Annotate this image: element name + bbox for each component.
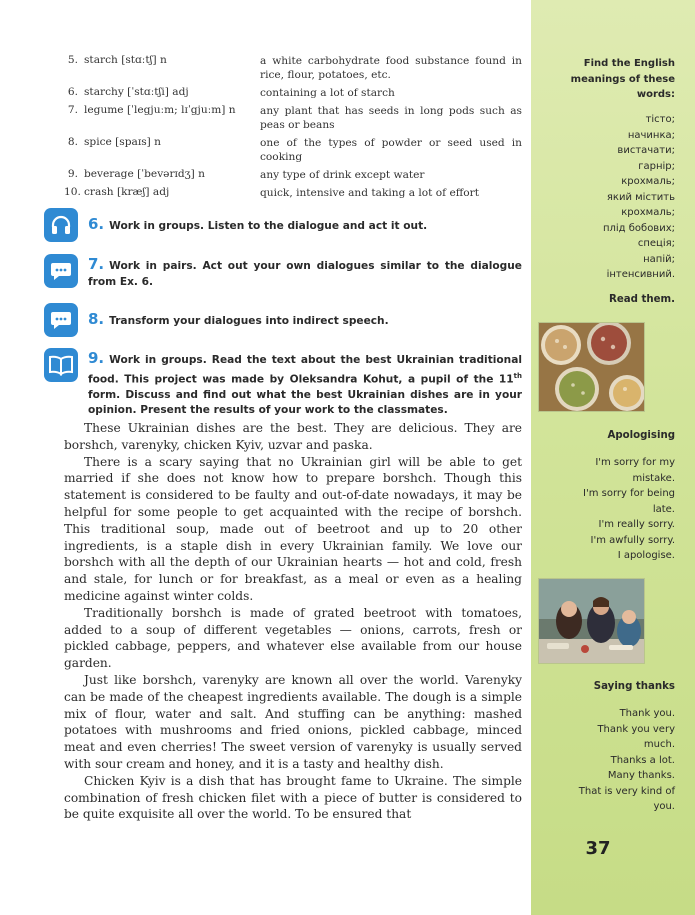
find-meanings-heading: [543, 56, 675, 103]
vocab-word: spice [spaɪs] n: [84, 136, 161, 148]
phrase-line: I'm sorry for being: [583, 488, 675, 499]
apologising-heading: Apologising: [607, 430, 675, 441]
exercise-text: Work in groups. Read the text about the best Ukrainian traditional food. This project was made by Oleksandra Kohut, a pupil of the 11: [88, 354, 522, 386]
phrase-line: you.: [653, 801, 675, 812]
phrase-line: much.: [643, 739, 675, 750]
vocab-definition: quick, intensive and taking a lot of effort: [260, 187, 479, 199]
exercise-instruction: [88, 351, 522, 419]
vocab-definition: a white carbohydrate food substance found in rice, flour, potatoes, etc.: [260, 55, 522, 81]
phrase-line: I'm awfully sorry.: [590, 534, 675, 546]
paragraph: These Ukrainian dishes are the best. They are delicious. They are borshch, varenyky, chicken Kyiv, uzvar and paska.: [64, 421, 522, 452]
word-item: який містить: [606, 191, 675, 203]
word-item: тісто;: [645, 114, 675, 125]
exercise-number: 9.: [88, 349, 105, 367]
vocab-row: [64, 168, 524, 186]
vocab-row: [64, 86, 524, 104]
superscript: th: [513, 371, 522, 380]
vocab-number: 5.: [67, 54, 78, 66]
heading-line: Find the English: [583, 58, 675, 69]
phrase-line: Many thanks.: [607, 770, 675, 781]
phrase-line: Thank you very: [597, 723, 675, 735]
phrase-line: mistake.: [632, 472, 675, 484]
word-item: спеція;: [637, 238, 675, 249]
speech-bubble-icon[interactable]: [44, 303, 78, 337]
speech-bubble-icon[interactable]: [44, 254, 78, 288]
people-photo: [538, 578, 645, 664]
heading-line: words:: [636, 89, 675, 100]
word-item: гарнір;: [638, 160, 675, 172]
paragraph: Just like borshch, varenyky are known all over the world. Varenyky can be made of the cheapest ingredients available. The dough is a simple mix of flour, water and salt. And stuffing can be anything: mashed potatoes with mushrooms and fried onions, pickled cabbage, minced meat and even cherries! The sweet version of varenyky is usually served with sour cream and honey, and it is a tasty and healthy dish.: [64, 672, 522, 771]
vocab-number: 8.: [67, 136, 78, 148]
exercise-number: 8.: [88, 310, 105, 328]
word-item: крохмаль;: [621, 176, 675, 187]
word-item: вистачати;: [617, 145, 675, 156]
vocab-word: starch [stɑːtʃ] n: [84, 54, 167, 66]
vocab-number: 10.: [64, 186, 81, 198]
word-item: інтенсивний.: [606, 269, 675, 280]
vocab-word: crash [kræʃ] adj: [84, 186, 170, 198]
phrase-line: I'm sorry for my: [595, 457, 675, 468]
saying-thanks-heading: Saying thanks: [593, 681, 675, 692]
ukrainian-words-list: [543, 112, 675, 283]
word-item: начинка;: [627, 129, 675, 141]
exercise-text: Work in pairs. Act out your own dialogues similar to the dialogue from Ex. 6.: [88, 260, 522, 288]
phrase-line: I apologise.: [617, 550, 675, 561]
paragraph: There is a scary saying that no Ukrainian girl will be able to get married if she does not know how to prepare borshch. Though this statement is considered to be faulty and out-of-date nowadays, it may be helpful for some people to get acquainted with the recipe of borshch. This traditional soup, made out of beetroot and up to 20 other ingredients, is a staple dish in every Ukrainian family. We love our borshch with all the depth of our Ukrainian hearts — hot and cold, fresh and stale, for lunch or for breakfast, as a meal or even as a healing medicine against winter colds.: [64, 454, 522, 603]
word-item: плід бобових;: [602, 222, 675, 234]
exercise-instruction: [88, 312, 522, 330]
vocab-definition: any type of drink except water: [260, 169, 425, 181]
vocab-row: [64, 136, 524, 168]
phrase-line: I'm really sorry.: [598, 519, 675, 530]
word-item: напій;: [643, 253, 675, 265]
phrase-line: Thank you.: [619, 708, 675, 719]
phrase-line: Thanks a lot.: [610, 754, 675, 766]
book-icon[interactable]: [44, 348, 78, 382]
vocab-number: 7.: [67, 104, 78, 116]
heading-line: meanings of these: [570, 73, 675, 85]
vocab-row: [64, 54, 524, 86]
vocab-number: 9.: [67, 168, 78, 180]
exercise-instruction: [88, 257, 522, 290]
exercise-instruction: [88, 217, 522, 235]
read-them-label: Read them.: [609, 294, 675, 305]
paragraph: Traditionally borshch is made of grated beetroot with tomatoes, added to a soup of different vegetables — onions, carrots, fresh or pickled cabbage, peppers, and whatever else available from our house garden.: [64, 605, 522, 671]
vocab-definition: any plant that has seeds in long pods such as peas or beans: [260, 105, 522, 131]
vocab-definition: one of the types of powder or seed used in cooking: [260, 137, 522, 163]
sidebar: [531, 0, 695, 915]
vocab-word: starchy [ˈstɑːtʃi] adj: [84, 86, 189, 98]
exercise-text: form. Discuss and find out what the best Ukrainian dishes are in your opinion. Present the results of your work to the classmates.: [88, 388, 522, 417]
paragraph: Chicken Kyiv is a dish that has brought fame to Ukraine. The simple combination of fresh chicken filet with a piece of butter is considered to be quite exquisite all over the world. To be ensured that: [64, 773, 522, 822]
spices-photo: [538, 322, 645, 412]
apologising-phrases: [543, 455, 675, 564]
vocab-definition: containing a lot of starch: [260, 87, 395, 99]
headphones-icon[interactable]: [44, 208, 78, 242]
vocab-number: 6.: [67, 86, 78, 98]
exercise-number: 6.: [88, 215, 105, 233]
thanks-phrases: [543, 706, 675, 815]
exercise-text: Transform your dialogues into indirect speech.: [109, 315, 389, 327]
vocab-word: legume [ˈlegjuːm; lɪˈgjuːm] n: [84, 104, 236, 116]
article-text: [64, 420, 522, 823]
vocab-word: beverage [ˈbevərɪdʒ] n: [84, 168, 205, 180]
exercise-text: Work in groups. Listen to the dialogue and act it out.: [109, 220, 428, 232]
page-number: 37: [585, 838, 611, 859]
word-item: крохмаль;: [621, 207, 675, 218]
vocab-row: [64, 104, 524, 136]
vocab-row: [64, 186, 524, 204]
exercise-number: 7.: [88, 255, 105, 273]
phrase-line: late.: [652, 503, 675, 515]
phrase-line: That is very kind of: [578, 785, 675, 797]
